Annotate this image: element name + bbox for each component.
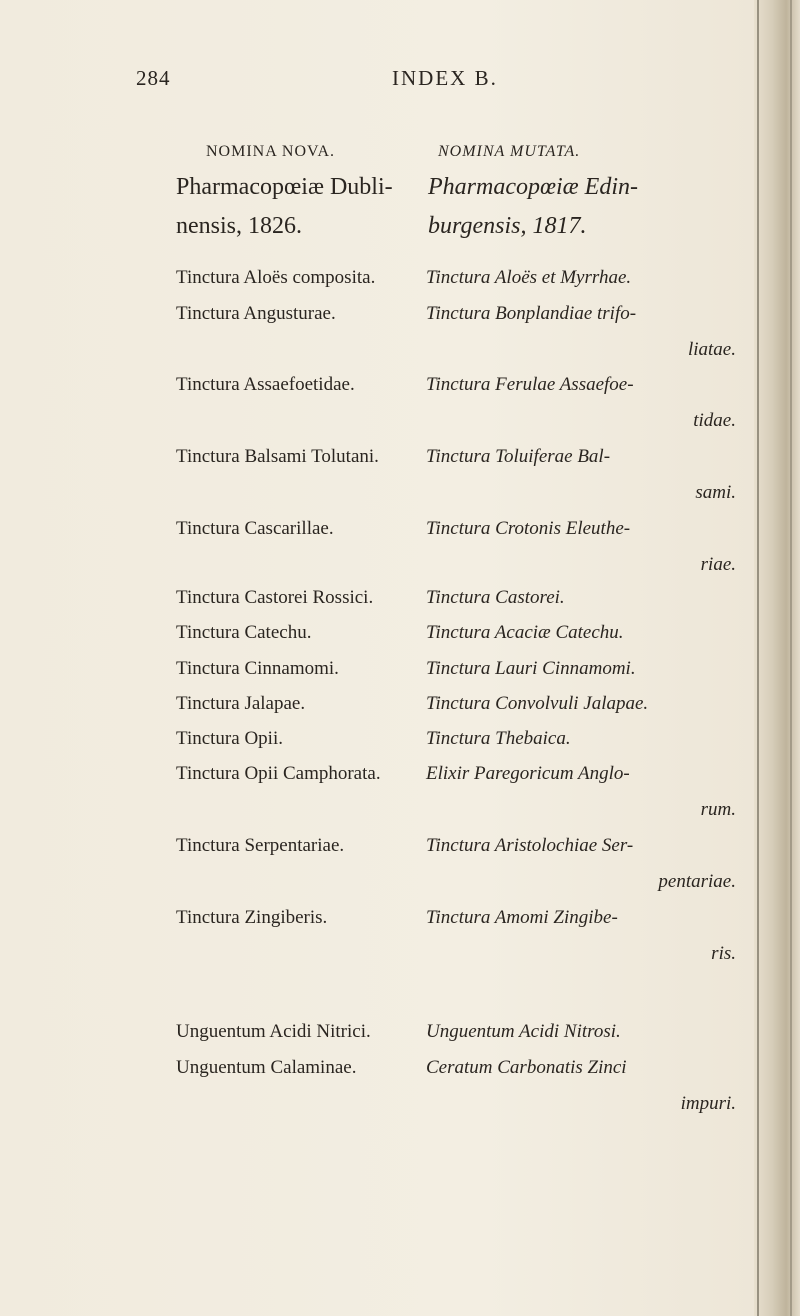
entry-mutata: Tinctura Lauri Cinnamomi.: [426, 658, 636, 679]
source-left-line2: nensis, 1826.: [176, 213, 302, 239]
entry-nova: Tinctura Serpentariae.: [176, 835, 345, 856]
page-edge-line: [790, 0, 792, 1316]
column-heading-nova: NOMINA NOVA.: [206, 143, 336, 160]
page-number: 284: [136, 66, 171, 90]
entry-mutata: Tinctura Thebaica.: [426, 728, 571, 749]
source-left-line1: Pharmacopœiæ Dubli-: [176, 174, 393, 200]
entry-nova: Tinctura Assaefoetidae.: [176, 374, 355, 395]
page-edge: [754, 0, 800, 1316]
entry-mutata-continuation: tidae.: [693, 410, 736, 431]
entry-mutata: Tinctura Bonplandiae trifo-: [426, 303, 637, 324]
entry-mutata: Tinctura Crotonis Eleuthe-: [426, 518, 631, 539]
entry-nova: Tinctura Cinnamomi.: [176, 658, 339, 679]
entry-mutata-continuation: riae.: [700, 554, 736, 575]
entry-nova: Unguentum Acidi Nitrici.: [176, 1021, 371, 1042]
entry-nova: Tinctura Opii Camphorata.: [176, 763, 381, 784]
entry-mutata: Tinctura Amomi Zingibe-: [426, 907, 618, 928]
column-heading-mutata: NOMINA MUTATA.: [438, 143, 581, 160]
entry-nova: Unguentum Calaminae.: [176, 1057, 357, 1078]
entry-mutata: Tinctura Toluiferae Bal-: [426, 446, 611, 467]
entry-nova: Tinctura Opii.: [176, 728, 283, 749]
source-right-line2: burgensis, 1817.: [428, 213, 587, 239]
entry-nova: Tinctura Jalapae.: [176, 693, 306, 714]
entry-mutata-continuation: sami.: [695, 482, 736, 503]
page-header: [0, 66, 760, 96]
entry-mutata-continuation: ris.: [711, 943, 736, 964]
page-edge-line: [757, 0, 759, 1316]
entry-nova: Tinctura Catechu.: [176, 622, 312, 643]
entry-mutata-continuation: pentariae.: [658, 871, 736, 892]
entry-mutata-continuation: impuri.: [680, 1093, 736, 1114]
entry-nova: Tinctura Angusturae.: [176, 303, 336, 324]
entry-mutata: Tinctura Acaciæ Catechu.: [426, 622, 624, 643]
entry-mutata: Tinctura Aloës et Myrrhae.: [426, 267, 632, 288]
entry-mutata: Unguentum Acidi Nitrosi.: [426, 1021, 621, 1042]
entry-mutata: Ceratum Carbonatis Zinci: [426, 1057, 627, 1078]
entry-mutata: Elixir Paregoricum Anglo-: [426, 763, 630, 784]
entry-mutata: Tinctura Ferulae Assaefoe-: [426, 374, 634, 395]
entry-nova: Tinctura Zingiberis.: [176, 907, 328, 928]
entry-mutata: Tinctura Convolvuli Jalapae.: [426, 693, 649, 714]
entry-nova: Tinctura Cascarillae.: [176, 518, 334, 539]
entry-nova: Tinctura Balsami Tolutani.: [176, 446, 379, 467]
entry-nova: Tinctura Aloës composita.: [176, 267, 376, 288]
entry-mutata: Tinctura Castorei.: [426, 587, 565, 608]
entry-mutata: Tinctura Aristolochiae Ser-: [426, 835, 634, 856]
source-right-line1: Pharmacopœiæ Edin-: [428, 174, 638, 200]
entry-mutata-continuation: rum.: [700, 799, 736, 820]
entry-mutata-continuation: liatae.: [687, 339, 736, 360]
entry-nova: Tinctura Castorei Rossici.: [176, 587, 374, 608]
running-title: INDEX B.: [392, 66, 498, 90]
